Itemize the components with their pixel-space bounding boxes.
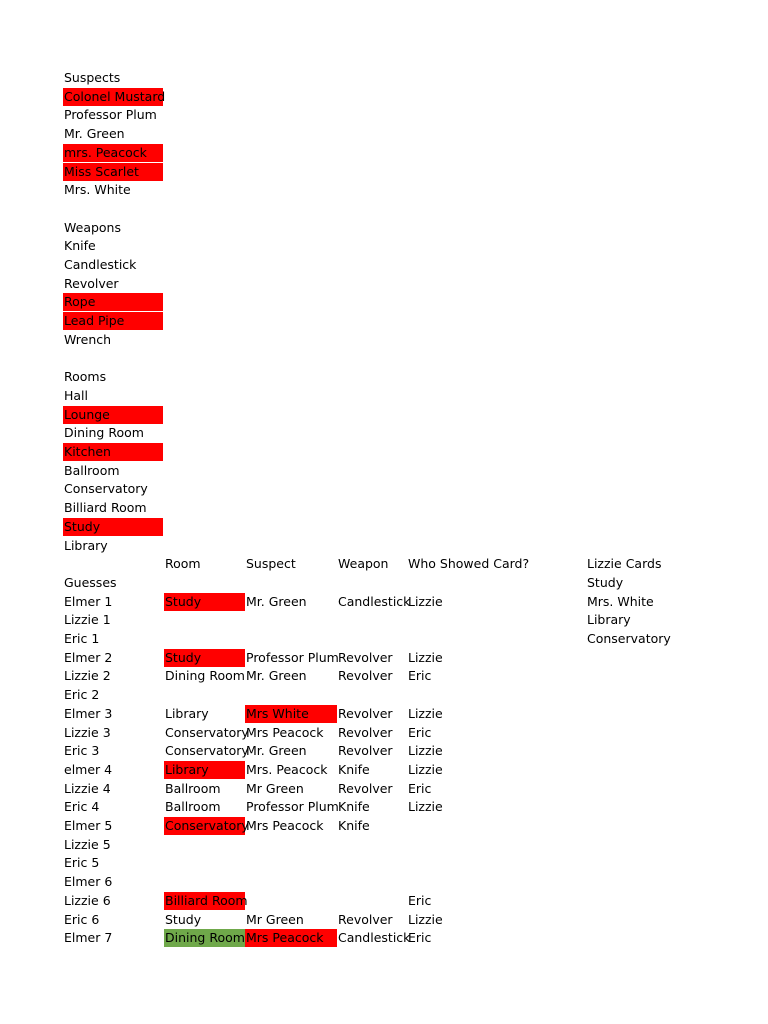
guess-weapon: Revolver bbox=[338, 725, 393, 740]
guess-suspect: Mr Green bbox=[246, 912, 304, 927]
column-header-suspect: Suspect bbox=[246, 556, 296, 571]
room-item: Dining Room bbox=[64, 425, 144, 440]
guess-room: Study bbox=[164, 593, 245, 611]
guess-room: Conservatory bbox=[165, 818, 249, 833]
guess-room: Conservatory bbox=[165, 743, 249, 758]
room-item: Library bbox=[64, 538, 108, 553]
suspect-item: Mrs. White bbox=[64, 182, 131, 197]
weapon-item: Lead Pipe bbox=[63, 312, 163, 330]
guess-weapon: Knife bbox=[338, 799, 370, 814]
guess-player: Lizzie 5 bbox=[64, 837, 111, 852]
guess-player: Elmer 2 bbox=[64, 650, 113, 665]
room-item: Ballroom bbox=[64, 463, 120, 478]
weapon-item: Revolver bbox=[64, 276, 119, 291]
guess-player: Lizzie 4 bbox=[64, 781, 111, 796]
lizzie-cards-header: Lizzie Cards bbox=[587, 556, 662, 571]
guess-weapon: Revolver bbox=[338, 743, 393, 758]
suspect-item: Miss Scarlet bbox=[63, 163, 163, 181]
guess-suspect: Professor Plum bbox=[246, 799, 339, 814]
guess-suspect: Mrs. Peacock bbox=[246, 762, 328, 777]
guess-suspect: Mr. Green bbox=[246, 743, 307, 758]
guess-player: elmer 4 bbox=[64, 762, 113, 777]
guess-player: Lizzie 6 bbox=[64, 893, 111, 908]
guess-who-showed: Lizzie bbox=[408, 706, 443, 721]
guess-who-showed: Lizzie bbox=[408, 762, 443, 777]
guess-room: Library bbox=[165, 706, 209, 721]
guess-player: Elmer 7 bbox=[64, 930, 113, 945]
guess-player: Lizzie 1 bbox=[64, 612, 111, 627]
guess-weapon: Revolver bbox=[338, 781, 393, 796]
guess-player: Elmer 1 bbox=[64, 594, 113, 609]
column-header-who-showed: Who Showed Card? bbox=[408, 556, 530, 571]
guess-player: Lizzie 3 bbox=[64, 725, 111, 740]
guess-who-showed: Lizzie bbox=[408, 912, 443, 927]
guess-who-showed: Eric bbox=[408, 725, 432, 740]
room-item: Hall bbox=[64, 388, 89, 403]
weapons-header: Weapons bbox=[64, 220, 121, 235]
guess-room: Ballroom bbox=[165, 781, 221, 796]
guess-weapon: Revolver bbox=[338, 668, 393, 683]
guess-who-showed: Lizzie bbox=[408, 594, 443, 609]
guess-room: Dining Room bbox=[165, 930, 245, 945]
guess-who-showed: Eric bbox=[408, 781, 432, 796]
guess-suspect: Mr. Green bbox=[246, 594, 307, 609]
guess-player: Elmer 3 bbox=[64, 706, 113, 721]
guess-room: Study bbox=[164, 649, 245, 667]
guess-player: Eric 5 bbox=[64, 855, 100, 870]
guess-who-showed: Eric bbox=[408, 668, 432, 683]
guess-weapon: Knife bbox=[338, 818, 370, 833]
guesses-header: Guesses bbox=[64, 575, 117, 590]
room-item: Kitchen bbox=[63, 443, 163, 461]
guess-who-showed: Lizzie bbox=[408, 799, 443, 814]
guess-weapon: Revolver bbox=[338, 650, 393, 665]
suspect-item: Colonel Mustard bbox=[64, 89, 166, 104]
lizzie-card-item: Mrs. White bbox=[587, 594, 654, 609]
guess-who-showed: Eric bbox=[408, 930, 432, 945]
guess-player: Eric 3 bbox=[64, 743, 100, 758]
column-header-weapon: Weapon bbox=[338, 556, 389, 571]
guess-suspect: Mrs Peacock bbox=[246, 818, 324, 833]
weapon-item: Rope bbox=[63, 293, 163, 311]
guess-who-showed: Lizzie bbox=[408, 743, 443, 758]
guess-weapon: Candlestick bbox=[338, 594, 411, 609]
guess-suspect: Professor Plum bbox=[246, 650, 339, 665]
guess-player: Elmer 6 bbox=[64, 874, 113, 889]
guess-weapon: Candlestick bbox=[338, 930, 411, 945]
room-item: Study bbox=[63, 518, 163, 536]
guess-player: Eric 1 bbox=[64, 631, 100, 646]
guess-player: Elmer 5 bbox=[64, 818, 113, 833]
guess-room: Ballroom bbox=[165, 799, 221, 814]
suspect-item: Mr. Green bbox=[64, 126, 125, 141]
lizzie-card-item: Study bbox=[587, 575, 624, 590]
guess-room: Billiard Room bbox=[165, 893, 248, 908]
suspects-header: Suspects bbox=[64, 70, 121, 85]
weapon-item: Wrench bbox=[64, 332, 112, 347]
guess-room: Conservatory bbox=[165, 725, 249, 740]
rooms-header: Rooms bbox=[64, 369, 107, 384]
guess-room: Library bbox=[164, 761, 245, 779]
guess-suspect: Mrs Peacock bbox=[245, 929, 337, 947]
guess-suspect: Mr. Green bbox=[246, 668, 307, 683]
guess-player: Lizzie 2 bbox=[64, 668, 111, 683]
guess-player: Eric 6 bbox=[64, 912, 100, 927]
guess-weapon: Revolver bbox=[338, 912, 393, 927]
lizzie-card-item: Library bbox=[587, 612, 631, 627]
guess-player: Eric 4 bbox=[64, 799, 100, 814]
room-item: Conservatory bbox=[64, 481, 148, 496]
lizzie-card-item: Conservatory bbox=[587, 631, 671, 646]
guess-room: Study bbox=[165, 912, 202, 927]
weapon-item: Knife bbox=[64, 238, 96, 253]
guess-room: Dining Room bbox=[165, 668, 245, 683]
guess-weapon: Revolver bbox=[338, 706, 393, 721]
guess-suspect: Mr Green bbox=[246, 781, 304, 796]
guess-who-showed: Lizzie bbox=[408, 650, 443, 665]
guess-weapon: Knife bbox=[338, 762, 370, 777]
guess-who-showed: Eric bbox=[408, 893, 432, 908]
column-header-room: Room bbox=[165, 556, 201, 571]
weapon-item: Candlestick bbox=[64, 257, 137, 272]
suspect-item: Professor Plum bbox=[64, 107, 157, 122]
room-item: Billiard Room bbox=[64, 500, 147, 515]
suspect-item: mrs. Peacock bbox=[63, 144, 163, 162]
room-item: Lounge bbox=[63, 406, 163, 424]
guess-suspect: Mrs Peacock bbox=[246, 725, 324, 740]
guess-player: Eric 2 bbox=[64, 687, 100, 702]
guess-suspect: Mrs White bbox=[245, 705, 337, 723]
